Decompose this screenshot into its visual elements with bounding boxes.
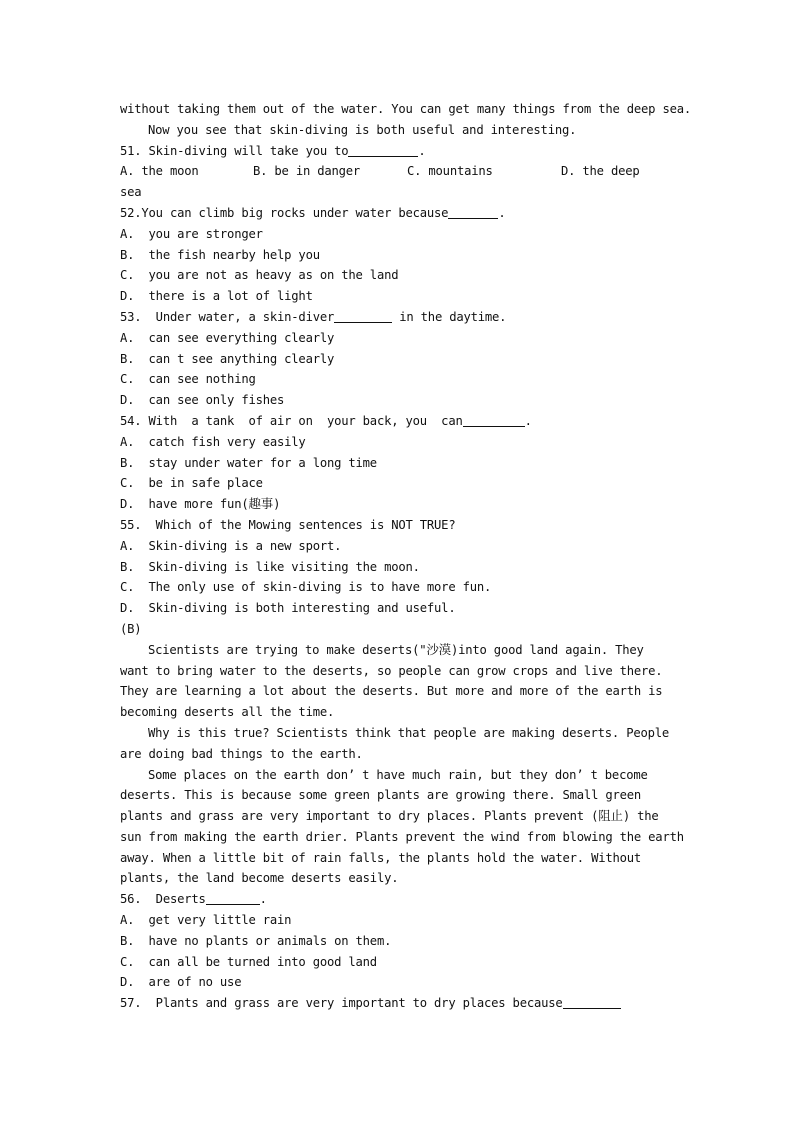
option-a: A. Skin-diving is a new sport. <box>120 538 342 553</box>
question-56: 56. Deserts . <box>120 892 267 907</box>
passage-line: deserts. This is because some green plants are growing there. Small green <box>120 788 642 803</box>
option-b: B. stay under water for a long time <box>120 455 377 470</box>
passage-line: sun from making the earth drier. Plants prevent the wind from blowing the earth <box>120 829 684 844</box>
answer-blank <box>206 890 260 905</box>
answer-blank <box>348 142 418 157</box>
passage-line: away. When a little bit of rain falls, the plants hold the water. Without <box>120 850 642 865</box>
question-53: 53. Under water, a skin-diver in the daytime. <box>120 309 507 324</box>
exam-text <box>120 99 691 1014</box>
option-c: C. you are not as heavy as on the land <box>120 268 399 283</box>
passage-line: becoming deserts all the time. <box>120 705 335 720</box>
option-c: C. be in safe place <box>120 476 263 491</box>
option-a: A. get very little rain <box>120 913 292 928</box>
passage-line: Some places on the earth don’ t have much rain, but they don’ t become <box>148 767 648 782</box>
passage-line: They are learning a lot about the deserts. But more and more of the earth is <box>120 684 663 699</box>
option-a: A. you are stronger <box>120 226 263 241</box>
option-b: B. can t see anything clearly <box>120 351 335 366</box>
passage-line: Why is this true? Scientists think that people are making deserts. People <box>148 725 670 740</box>
question-52: 52.You can climb big rocks under water because . <box>120 205 506 220</box>
question-54: 54. With a tank of air on your back, you can . <box>120 413 532 428</box>
option-b: B. have no plants or animals on them. <box>120 933 392 948</box>
option-d: D. the deep <box>561 164 640 179</box>
option-a: A. the moon <box>120 164 199 179</box>
option-a: A. catch fish very easily <box>120 434 306 449</box>
answer-blank <box>563 994 621 1009</box>
passage-line: are doing bad things to the earth. <box>120 746 363 761</box>
section-label: (B) <box>120 621 142 636</box>
passage-line: Now you see that skin-diving is both useful and interesting. <box>148 122 577 137</box>
question-55: 55. Which of the Mowing sentences is NOT TRUE? <box>120 517 456 532</box>
answer-blank <box>448 204 498 219</box>
passage-line: Scientists are trying to make deserts("沙漠)into good land again. They <box>148 641 644 657</box>
option-d: D. can see only fishes <box>120 393 285 408</box>
option-d: D. Skin-diving is both interesting and useful. <box>120 601 456 616</box>
passage-line: without taking them out of the water. You can get many things from the deep sea. <box>120 102 691 116</box>
option-d: D. are of no use <box>120 975 242 990</box>
passage-line: plants and grass are very important to dry places. Plants prevent (阻止) the <box>120 808 659 824</box>
passage-line: want to bring water to the deserts, so people can grow crops and live there. <box>120 663 663 678</box>
question-51: 51. Skin-diving will take you to . <box>120 143 426 158</box>
answer-blank <box>463 412 525 427</box>
option-c: C. mountains <box>407 164 493 179</box>
option-b: B. the fish nearby help you <box>120 247 320 262</box>
answer-blank <box>334 308 392 323</box>
option-b: B. be in danger <box>253 164 361 179</box>
question-51-options <box>120 161 680 182</box>
option-c: C. The only use of skin-diving is to have more fun. <box>120 580 492 595</box>
option-c: C. can see nothing <box>120 372 256 387</box>
option-d: D. have more fun(趣事) <box>120 496 281 512</box>
option-a: A. can see everything clearly <box>120 330 335 345</box>
option-d: D. there is a lot of light <box>120 289 313 304</box>
option-c: C. can all be turned into good land <box>120 954 377 969</box>
passage-line: plants, the land become deserts easily. <box>120 871 399 886</box>
option-d-continued: sea <box>120 185 142 200</box>
option-b: B. Skin-diving is like visiting the moon. <box>120 559 420 574</box>
question-57: 57. Plants and grass are very important to dry places because <box>120 993 680 1014</box>
